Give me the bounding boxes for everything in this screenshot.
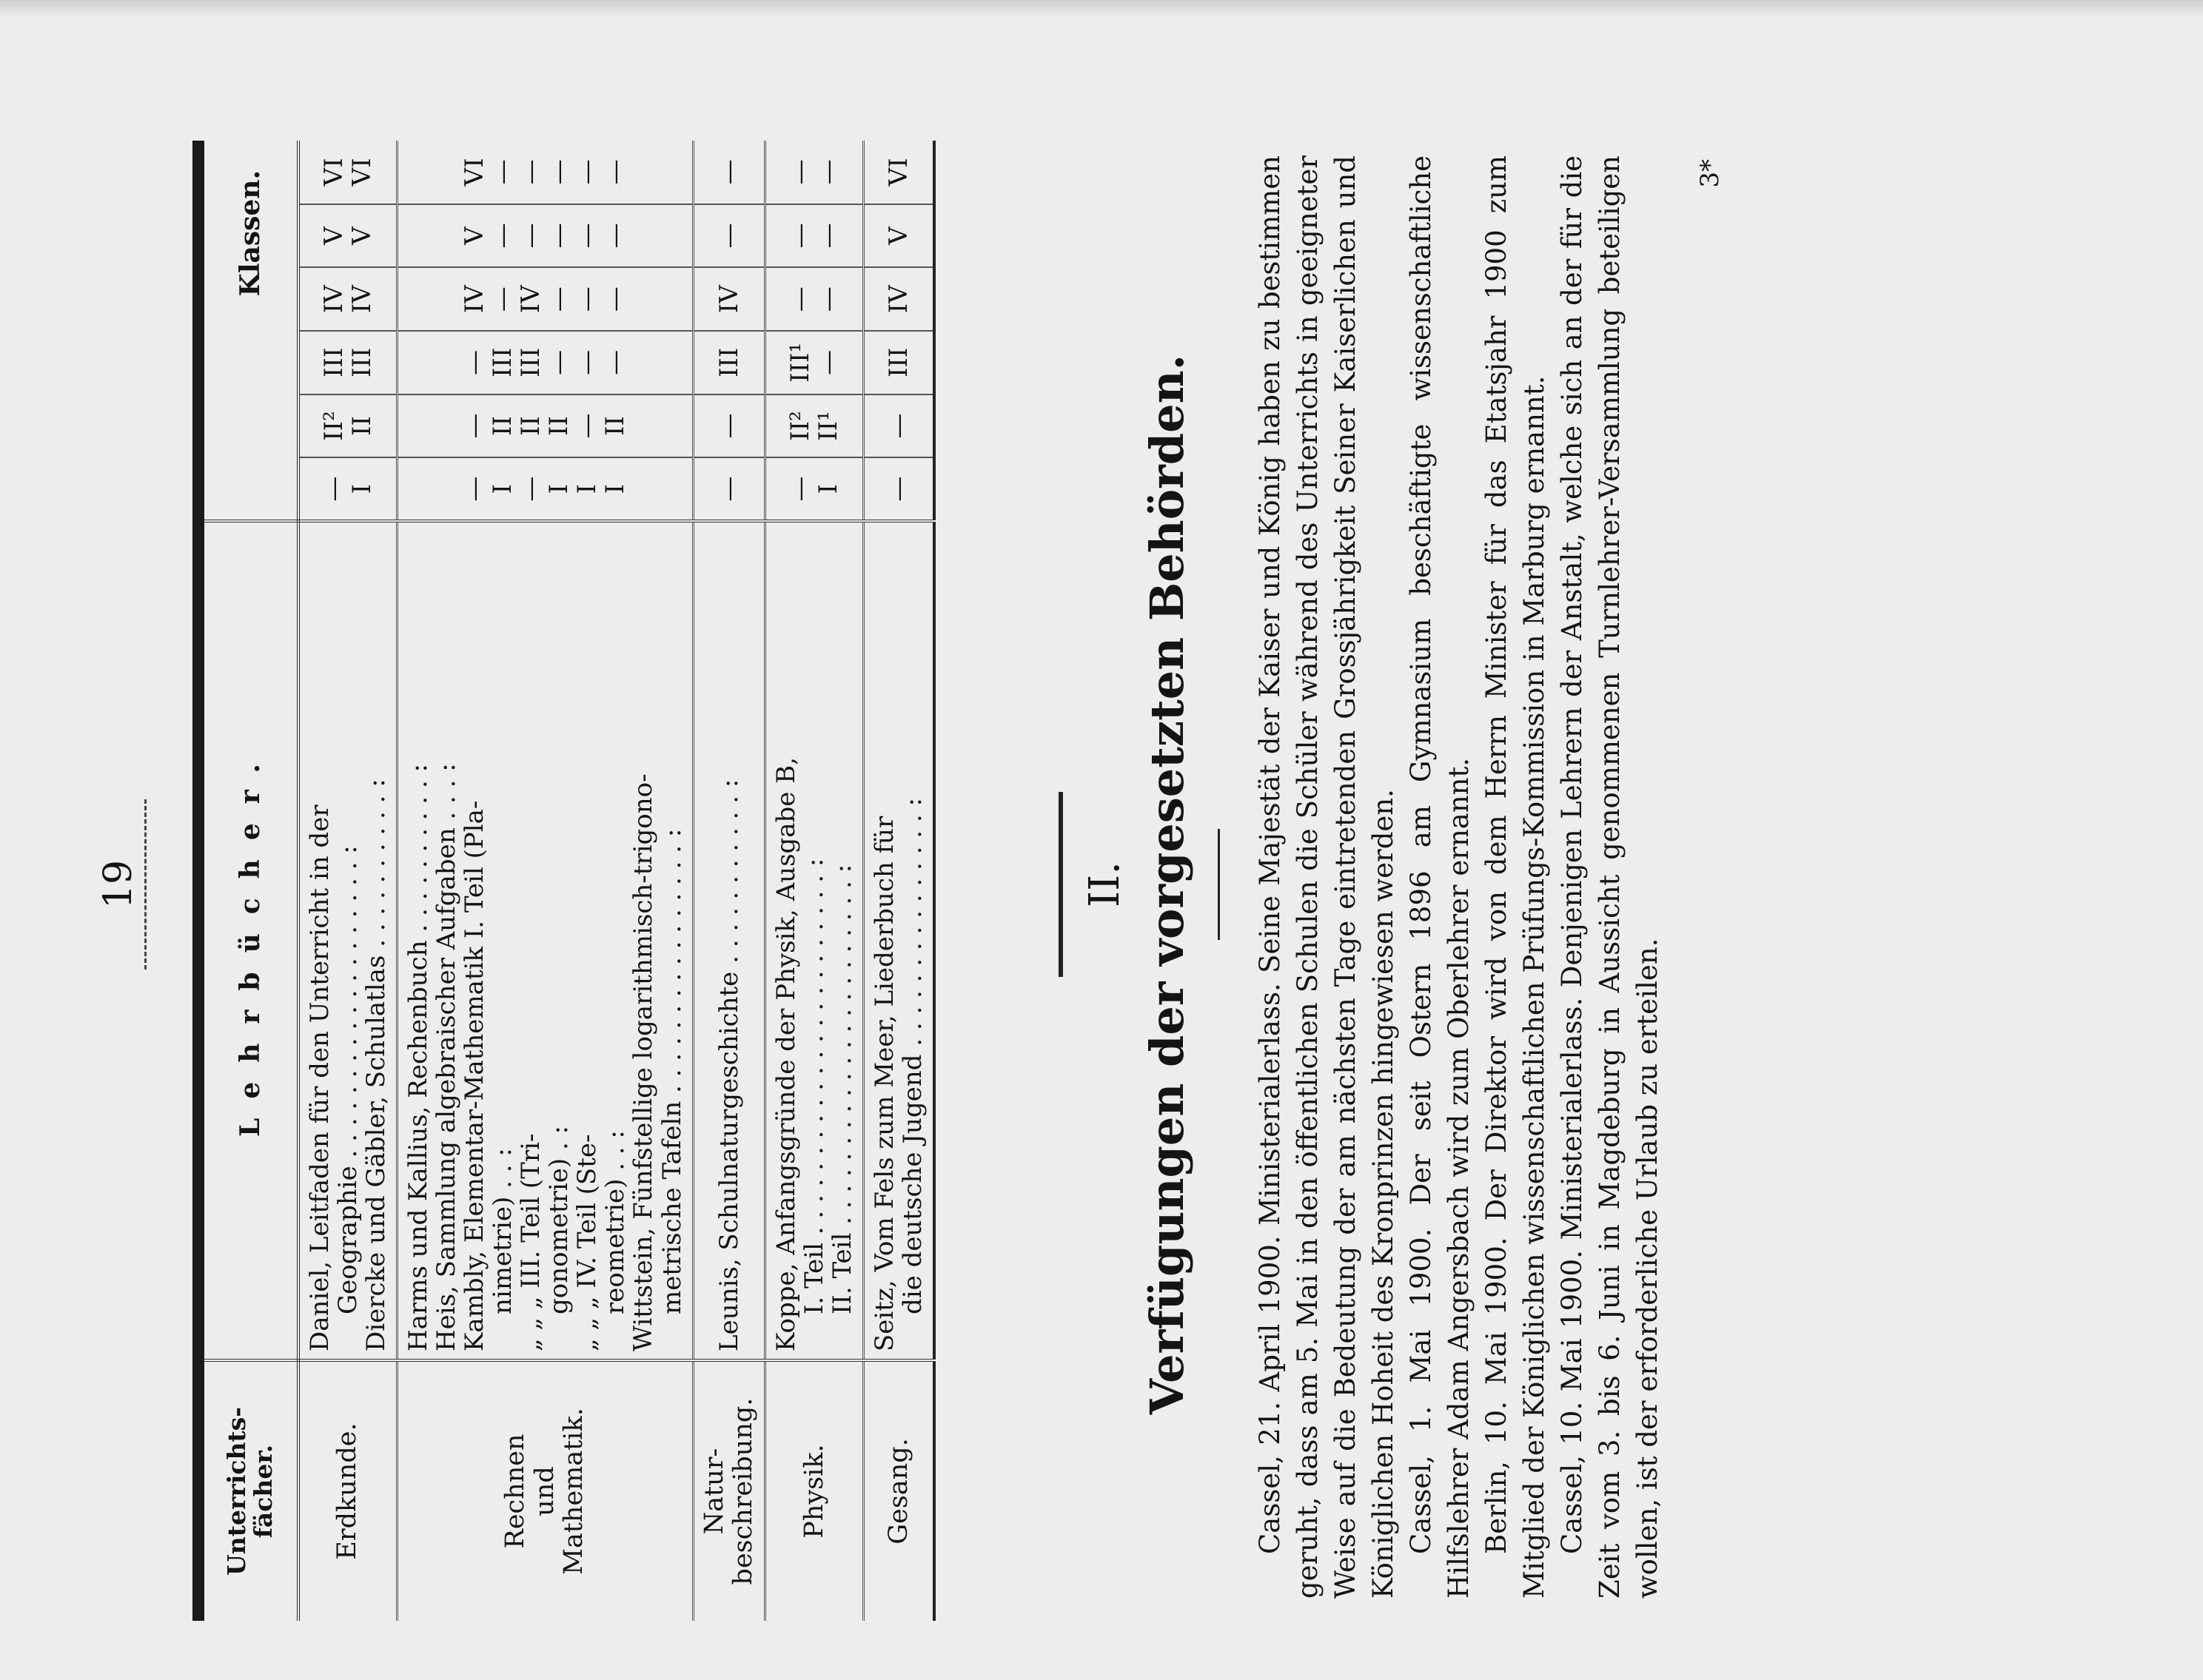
- class-cell: V: [864, 204, 935, 268]
- header-classes: Klassen.: [198, 141, 298, 521]
- class-cell: IV — IV — — —: [397, 267, 693, 331]
- class-cell: IV IV: [298, 267, 398, 331]
- table-row: [765, 141, 863, 1621]
- class-cell: —: [714, 159, 744, 185]
- paragraph: Cassel, 21. April 1900. Ministerialerlass. Seine Majestät der Kaiser und König haben zu bestimmen geruht, dass am 5. Mai in den öffentlichen Schulen die Schüler während des Unterrichts in geeigneter Weise auf die Bedeutung der am nächsten Tage eintretenden Grossjährigkeit Seiner Kaiserlichen und Königlichen Hoheit des Kronprinzen hingewiesen werden.: [1254, 155, 1399, 1599]
- class-cell: VI — — — — —: [459, 158, 631, 187]
- rotated-book-page: [74, 89, 2147, 1680]
- textbook-cell: [864, 521, 935, 1360]
- textbook-cell: [693, 521, 765, 1360]
- class-cell: —: [693, 394, 765, 458]
- class-cell: — II II II — II: [397, 394, 693, 458]
- textbook-cell: [298, 521, 398, 1360]
- class-cell: III III: [298, 331, 398, 394]
- textbook-line: Heis, Sammlung algebraischer Aufgaben . . . :: [431, 763, 461, 1351]
- table-row: [397, 141, 693, 1621]
- title-underline: [1218, 829, 1220, 940]
- class-cell: — —: [785, 159, 844, 185]
- body-text: [1251, 155, 1666, 1599]
- textbook-line: die deutsche Jugend . . . . . . . . . . . . . . . :: [898, 798, 928, 1314]
- table-row: [693, 141, 765, 1621]
- textbook-line: Seitz, Vom Fels zum Meer, Liederbuch für: [870, 816, 900, 1351]
- class-cell: — I — I I I: [397, 457, 693, 521]
- class-cell: IV: [864, 267, 935, 331]
- class-cell: III: [864, 331, 935, 394]
- class-cell: V V: [298, 204, 398, 268]
- page-number-ornament: [144, 799, 147, 970]
- class-cell: — —: [765, 204, 863, 268]
- subject-cell: Gesang.: [864, 1360, 935, 1621]
- textbook-line: Diercke und Gäbler, Schulatlas . . . . . . . . . . :: [361, 779, 391, 1351]
- header-textbooks: Lehrbücher.: [198, 521, 298, 1360]
- textbook-line: Wittstein, Fünfstellige logarithmisch-trigono-: [628, 773, 659, 1351]
- section-number: II.: [1081, 861, 1129, 908]
- subject-cell: Erdkunde.: [298, 1360, 398, 1621]
- textbook-cell: [765, 521, 863, 1360]
- class-cell: —: [864, 457, 935, 521]
- header-subjects: Unterrichts- fächer.: [198, 1360, 298, 1621]
- textbook-line: nimetrie) . . :: [488, 1148, 518, 1314]
- class-cell: —: [693, 457, 765, 521]
- textbook-line: Daniel, Leitfaden für den Unterricht in der: [304, 804, 335, 1351]
- class-cell: — I: [298, 457, 398, 521]
- textbook-line: Leunis, Schulnaturgeschichte . . . . . . . . . . . :: [714, 779, 744, 1351]
- textbook-line: reometrie) . . :: [600, 1130, 631, 1314]
- textbook-line: Kambly, Elementar-Mathematik I. Teil (Pla-: [459, 800, 489, 1351]
- paragraph: Cassel, 1. Mai 1900. Der seit Ostern 1896 am Gymnasium beschäftigte wissenschaftliche Hilfslehrer Adam Angersbach wird zum Oberlehrer ernannt.: [1405, 155, 1475, 1599]
- paragraph: Berlin, 10. Mai 1900. Der Direktor wird von dem Herrn Minister für das Etatsjahr 1900 zum Mitglied der Königlichen wissenschaftlichen Prüfungs-Kommission in Marburg ernannt.: [1481, 155, 1550, 1599]
- class-cell: — III III — — —: [397, 331, 693, 394]
- table-row: [864, 141, 935, 1621]
- section-divider: [1059, 792, 1063, 977]
- textbook-line: Geographie . . . . . . . . . . . . . . . . . . . :: [332, 845, 363, 1314]
- class-cell: VI: [884, 158, 914, 187]
- class-cell: III¹ —: [765, 331, 863, 394]
- subject-cell: Natur- beschreibung.: [693, 1360, 765, 1621]
- subject-cell: Physik.: [765, 1360, 863, 1621]
- textbook-line: metrische Tafeln . . . . . . . . . . . . . . . . :: [657, 828, 687, 1314]
- class-cell: — —: [765, 267, 863, 331]
- textbook-line: gonometrie) . :: [544, 1125, 574, 1314]
- signature-mark: 3*: [1695, 159, 1725, 188]
- textbook-line: „ „ „ IV. Teil (Ste-: [572, 1134, 603, 1351]
- class-cell: III: [693, 331, 765, 394]
- class-cell: IV: [693, 267, 765, 331]
- class-cell: — I: [765, 457, 863, 521]
- paragraph: Cassel, 10. Mai 1900. Ministerialerlass. Denjenigen Lehrern der Anstalt, welche sich an der für die Zeit vom 3. bis 6. Juni in Magdeburg in Aussicht genommenen Turnlehrer-Versammlung beteiligen wollen, ist der erforderliche Urlaub zu erteilen.: [1556, 155, 1663, 1599]
- table-row: [298, 141, 398, 1621]
- section-title: Verfügungen der vorgesetzten Behörden.: [1140, 354, 1194, 1415]
- textbook-line: I. Teil . . . . . . . . . . . . . . . . . . . . . . . :: [799, 858, 830, 1314]
- class-cell: II² II: [298, 394, 398, 458]
- class-cell: V — — — — —: [397, 204, 693, 268]
- class-cell: —: [864, 394, 935, 458]
- textbook-line: Harms und Kallius, Rechenbuch . . . . . . . . . . :: [403, 764, 433, 1351]
- textbook-line: II. Teil . . . . . . . . . . . . . . . . . . . . . . :: [828, 864, 858, 1314]
- textbook-table: [192, 141, 936, 1621]
- class-cell: —: [693, 204, 765, 268]
- textbook-cell: [397, 521, 693, 1360]
- subject-cell: Rechnen und Mathematik.: [397, 1360, 693, 1621]
- page-number: 19: [96, 859, 141, 910]
- textbook-line: Koppe, Anfangsgründe der Physik, Ausgabe B,: [771, 756, 801, 1351]
- class-cell: II² II¹: [765, 394, 863, 458]
- textbook-line: „ „ „ III. Teil (Tri-: [516, 1133, 546, 1351]
- class-cell: VI VI: [318, 158, 377, 187]
- scan-top-edge: [0, 0, 2203, 16]
- table-header-row: [198, 141, 298, 1621]
